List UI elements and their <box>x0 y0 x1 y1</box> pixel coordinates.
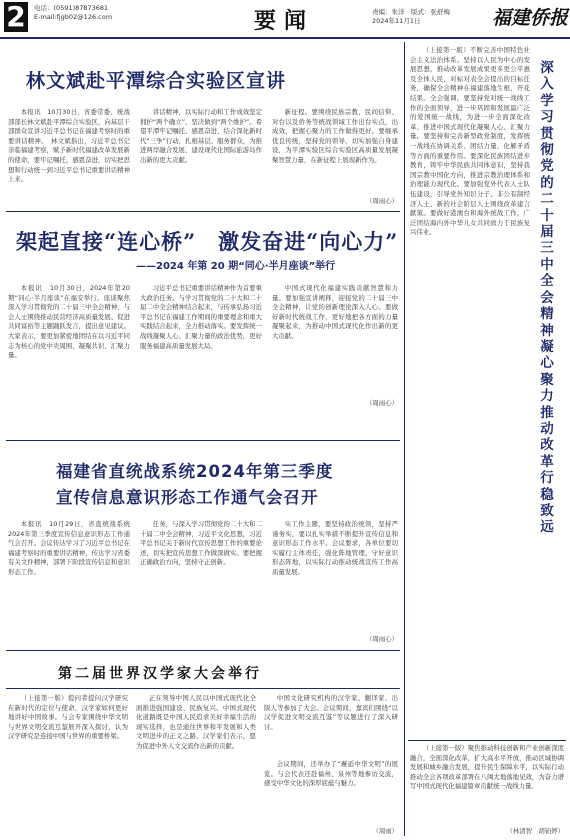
sidebar-divider <box>408 740 566 741</box>
sidebar-col1: （上接第一版）不断完善中国特色社会主义法治体系。坚持以人民为中心的发展思想，推动改革发展成果更多更公平惠及全体人民，对标对表全会提出的目标任务，确保全会精神在福建落地生根、开花结果。全会强调，要坚持党对统一战线工作的全面领导，进一步巩固和发展最广泛的爱国统一战线，为进一步全面深化改革、推进中国式现代化凝聚人心、汇聚力量。要坚持和完善新型政党制度，发挥统一战线在协调关系、团结力量、化解矛盾等方面的重要作用。要深化民族团结进步教育，铸牢中华民族共同体意识，坚持我国宗教中国化方向，推进宗教治理体系和治理能力现代化。要加强党外代表人士队伍建设，引导党外知识分子、非公有制经济人士、新的社会阶层人士围绕改革建言献策。要做好港澳台和海外统战工作，广泛团结海内外中华儿女共同致力于民族复兴伟业。 <box>410 46 530 237</box>
article1-headline: 林文斌赴平潭综合实验区宣讲 <box>26 70 287 92</box>
article4-col4: 会议期间，还举办了“邂逅中华文明”的展览。与会代表还赴福州、泉州等地参访交流，感受中华文化的深厚底蕴与魅力。 <box>264 760 398 788</box>
article2-subheadline: ——2024 年第 20 期“同心·半月座谈”举行 <box>136 261 336 272</box>
article1-col3: 新征程。要围绕民族宗教、民间信仰、对台以及侨务等统战领域工作出台实点，出成效，把握心聚力的工作做得更好。要继承优良传统，坚持党的领导，切实加强自身建设，为平潭实验区综合实验区高质量发展凝聚智慧力量，在新征程上展现新作为。 <box>272 108 398 164</box>
contact-info <box>34 4 154 22</box>
page-number: 2 <box>4 2 28 32</box>
editor-credit: 责编：朱洋 版式：张舒梅 <box>372 8 450 16</box>
divider-4 <box>6 688 400 689</box>
article4-headline: 第二届世界汉学家大会举行 <box>58 666 262 682</box>
column-divider <box>404 42 405 836</box>
phone: 电话：(0591)87873681 <box>34 4 109 12</box>
article2-col2: 习近平总书记重要讲话精神作为首要重大政治任务。与学习贯彻党的二十大和二十届二中全会精神结合起来，与传承弘扬习近平总书记在福建工作期间的重要理念和重大实践结合起来，全力推动落实。要发挥统一战线凝聚人心、汇聚力量的政治优势，更好服务福建高质量发展大局。 <box>140 284 262 350</box>
article3-col3: 实工作主题，要坚持政治统领，坚持严谨务实，要以扎实举措不断提升宣传信息和意识形态工作水平。会议要求，各单位要切实履行主体责任，强化阵地管理，守好意识形态阵地，以实际行动推动统战宣传工作高质量发展。 <box>272 520 398 576</box>
article1-col2: 讲话精神，以实际行动和工作成效坚定拥护“两个确立”、坚决做到“两个维护”。希望平潭牢记嘱托、感恩奋进，结合深化新时代“三争”行动，扎根基层、服务群众，为推进两岸融合发展、建设现代化国际旅游岛作出新的更大贡献。 <box>140 108 262 164</box>
article3-source: （周雨心） <box>366 635 398 643</box>
article3-col1: 本报讯 10月29日，省直统战系统2024年第三季度宣传信息意识形态工作通气会召开。会议传达学习了习近平总书记在福建考察时的重要讲话精神，传达学习省委有关文件精神，部署下阶段宣传信息和意识形态工作。 <box>8 520 130 576</box>
article4-col2: 正在领导中国人民以中国式现代化全面推进强国建设、民族复兴。中国式现代化道路既是中国人民追求美好幸福生活的现实选择，也是通往世界和平发展和人类文明进步的正义之路。汉学家们表示，愿为促进中外人文交流作出新的贡献。 <box>136 694 256 750</box>
sidebar-col2: （上接第一版）聚焦推动科技创新和产业创新深度融合，全面深化改革，扩大高水平开放，推动区域协调发展和城乡融合发展，提升民生保障水平，以实际行动推动全会各项改革部署在八闽大地落地见效，为奋力谱写中国式现代化福建篇章贡献统一战线力量。 <box>410 744 564 791</box>
email: E-mail:fjgb02@126.com <box>34 13 113 21</box>
article2-col3: 中国式现代化福建实践贡献智慧和力量。要加强宣讲阐释，迎接党的二十届三中全会精神，让党的创新理论深入人心。要做好新时代统战工作，更好地把各方面的力量凝聚起来，为推动中国式现代化作出新的更大贡献。 <box>272 284 398 340</box>
article3-col2: 任务，与深入学习贯彻党的二十大和二十届二中全会精神，习近平文化思想，习近平总书记关于新时代宣传思想工作的重要论述，切实把宣传思想工作做深做实。要把握正确政治方向，坚持守正创新。 <box>140 520 262 567</box>
article2-col1: 本报讯 10月30日，2024年第20期“同心·半月座谈”在福安举行。座谈聚焦深入学习贯彻党的二十届三中全会精神，与会人士围绕推动民营经济高质量发展、促进共同富裕等主题踊跃发言，提出意见建议。大家表示，要更加紧密地团结在以习近平同志为核心的党中央周围，凝聚共识、汇聚力量。 <box>8 284 130 360</box>
article3-headline-line2: 宣传信息意识形态工作通气会召开 <box>56 488 319 507</box>
article2-headline: 架起直接“连心桥” 激发奋进“向心力” <box>16 229 399 254</box>
sidebar-source: （林清智 胡铂婷） <box>506 827 564 835</box>
issue-date: 2024年11月1日 <box>372 17 421 25</box>
article1-col1: 本报讯 10月30日，省委常委、统战部部长林文斌赴平潭综合实验区，向基层干部群众宣讲习近平总书记在福建考察时的重要讲话精神。 林文斌指出，习近平总书记亲临福建考察，赋予新时代福建改革发展新的使命，要牢记嘱托、感恩奋进，切实把思想和行动统一到习近平总书记重要讲话精神上来。 <box>8 108 130 184</box>
article2-source: （周雨心） <box>366 399 398 407</box>
masthead-logo: 福建侨报 <box>492 7 569 29</box>
sidebar-headline: 深入学习贯彻党的二十届三中全会精神 凝心聚力推动改革行稳致远 <box>540 60 568 536</box>
article1-source: （周雨心） <box>366 197 398 205</box>
header-rule <box>0 37 570 39</box>
section-title: 要闻 <box>254 8 315 34</box>
article4-col3: 中国文化研究机构的汉学家、翻译家、出版人等参加了大会。会议期间，嘉宾们围绕“以汉学促进文明交流互鉴”等议题进行了深入研讨。 <box>264 694 398 731</box>
divider-1 <box>6 211 400 212</box>
divider-2 <box>6 440 400 441</box>
article4-source: （周雨） <box>372 827 398 835</box>
article3-headline-line1: 福建省直统战系统2024年第三季度 <box>56 462 334 481</box>
editor-info <box>372 8 492 26</box>
article4-col1: （上接第一版）提问者提问汉学研究在新时代的定位与使命，汉学家如何更好地讲好中国故事。与会专家围绕中华文明与世界文明交流互鉴展开深入探讨，认为汉学研究是连接中国与世界的重要桥梁。 <box>8 694 128 741</box>
divider-3 <box>6 650 400 651</box>
